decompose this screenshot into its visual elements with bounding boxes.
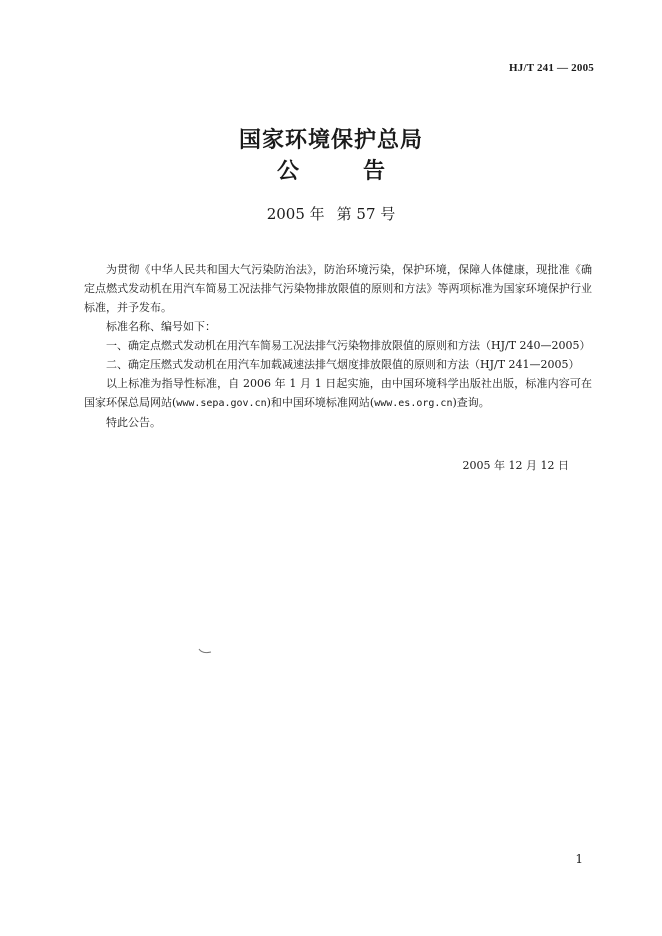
announcement-number — [0, 203, 662, 224]
standard-code: HJ/T 241 — 2005 — [508, 62, 594, 74]
announcement-heading-left: 公 — [276, 159, 299, 184]
body-paragraph-intro: 为贯彻《中华人民共和国大气污染防治法》，防治环境污染，保护环境，保障人体健康，现批准《确定点燃式发动机在用汽车简易工况法排气污染物排放限值的原则和方法》等两项标准为国家环境保护行业标准，并予发布。 — [84, 263, 592, 314]
body-paragraph-standard-2: 二、确定压燃式发动机在用汽车加载减速法排气烟度排放限值的原则和方法（HJ/T 241—2005） — [106, 358, 580, 371]
announcement-date: 2005 年 12 月 12 日 — [462, 459, 569, 472]
implementation-text-prefix: 以上标准为指导性标准，自 2006 年 1 月 1 日起实施，由中国环境科学出版社出版，标准内容可在国家环保总局网站( — [84, 377, 592, 409]
sepa-website-link[interactable]: www.sepa.gov.cn — [176, 398, 267, 409]
announcement-body — [84, 260, 592, 432]
announcement-heading — [0, 154, 662, 185]
implementation-text-suffix: )查询。 — [452, 396, 490, 409]
announcement-year: 2005 年 — [266, 205, 325, 223]
issuing-authority-title: 国家环境保护总局 — [238, 128, 423, 153]
scan-artifact-mark — [198, 648, 212, 655]
announcement-issue-number: 第 57 号 — [336, 205, 396, 223]
body-paragraph-list-heading: 标准名称、编号如下： — [106, 320, 216, 333]
body-paragraph-implementation — [84, 374, 592, 413]
implementation-text-mid: )和中国环境标准网站( — [266, 396, 375, 409]
standards-website-link[interactable]: www.es.org.cn — [374, 398, 453, 409]
body-paragraph-standard-1: 一、确定点燃式发动机在用汽车简易工况法排气污染物排放限值的原则和方法（HJ/T 240—2005） — [106, 339, 591, 352]
announcement-heading-right: 告 — [363, 159, 386, 184]
page-number: 1 — [575, 852, 583, 866]
body-paragraph-closing: 特此公告。 — [106, 416, 161, 429]
